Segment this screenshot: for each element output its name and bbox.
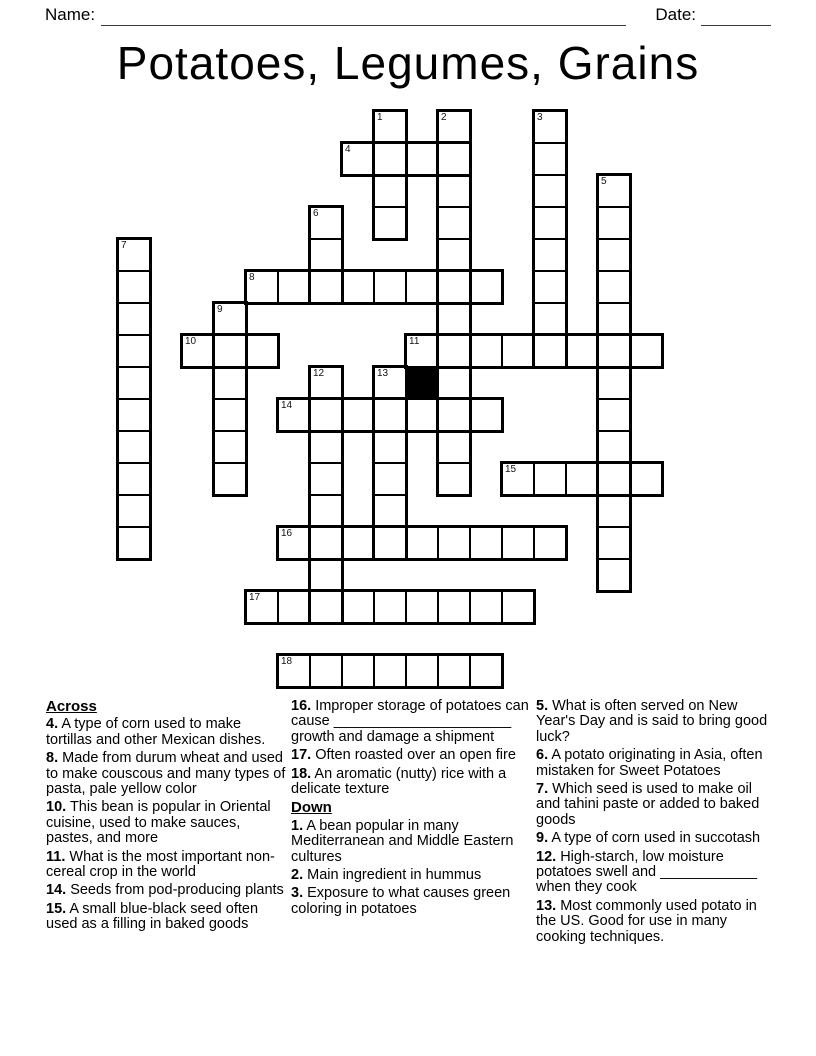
clue-column-3 — [536, 699, 777, 948]
grid-cell[interactable] — [341, 526, 375, 560]
cell-number: 10 — [185, 336, 197, 347]
grid-cell-8[interactable] — [245, 270, 279, 304]
grid-cell-17[interactable] — [245, 590, 279, 624]
grid-cell[interactable] — [565, 334, 599, 368]
grid-cell[interactable] — [533, 462, 567, 496]
grid-cell[interactable] — [245, 334, 279, 368]
grid-cell[interactable] — [469, 654, 503, 688]
cell-number: 4 — [345, 144, 351, 155]
date-input-line[interactable] — [701, 7, 771, 26]
grid-cell[interactable] — [437, 238, 471, 272]
grid-cell[interactable] — [597, 462, 631, 496]
grid-cell[interactable] — [117, 270, 151, 304]
grid-cell-16[interactable] — [277, 526, 311, 560]
grid-cell[interactable] — [533, 174, 567, 208]
puzzle-title: Potatoes, Legumes, Grains — [116, 37, 700, 89]
clue-2: 2. Main ingredient in hummus — [291, 867, 482, 884]
grid-cell[interactable] — [405, 526, 439, 560]
clue-column-1 — [46, 699, 287, 936]
grid-cell[interactable] — [309, 462, 343, 496]
grid-cell[interactable] — [309, 526, 343, 560]
cell-number: 15 — [505, 464, 517, 475]
grid-cell[interactable] — [437, 302, 471, 336]
grid-cell[interactable] — [117, 334, 151, 368]
grid-cell[interactable] — [373, 398, 407, 432]
grid-cell[interactable] — [597, 302, 631, 336]
grid-cell[interactable] — [533, 206, 567, 240]
black-cell — [405, 366, 439, 400]
clue-number: 13. — [536, 897, 557, 914]
grid-cell[interactable] — [437, 462, 471, 496]
grid-cell[interactable] — [309, 590, 343, 624]
grid-cell[interactable] — [437, 430, 471, 464]
grid-cell[interactable] — [629, 462, 663, 496]
clue-1: 1. A bean popular in many Mediterranean and Middle Eastern cultures — [291, 817, 514, 865]
grid-cell[interactable] — [373, 494, 407, 528]
cell-number: 9 — [217, 304, 223, 315]
grid-cell[interactable] — [213, 398, 247, 432]
grid-cell[interactable] — [213, 462, 247, 496]
cell-number: 1 — [377, 112, 383, 123]
grid-cell[interactable] — [405, 654, 439, 688]
clue-12: 12. High-starch, low moisture potatoes swell and ____________ when they cook — [536, 848, 757, 896]
grid-cell[interactable] — [437, 334, 471, 368]
grid-cell[interactable] — [437, 174, 471, 208]
grid-cell-1[interactable] — [373, 110, 407, 144]
grid-cell[interactable] — [533, 302, 567, 336]
grid-cell[interactable] — [117, 302, 151, 336]
clue-number: 5. — [536, 698, 549, 714]
grid-cell[interactable] — [469, 590, 503, 624]
grid-cell[interactable] — [117, 366, 151, 400]
grid-cell[interactable] — [117, 398, 151, 432]
grid-cell[interactable] — [597, 238, 631, 272]
cell-number: 5 — [601, 176, 607, 187]
clue-number: 17. — [291, 747, 312, 764]
clue-number: 8. — [46, 750, 59, 767]
grid-cell[interactable] — [277, 590, 311, 624]
clue-number: 10. — [46, 799, 67, 816]
grid-cell[interactable] — [117, 462, 151, 496]
grid-cell[interactable] — [373, 270, 407, 304]
clue-number: 18. — [291, 765, 312, 782]
grid-cell[interactable] — [277, 270, 311, 304]
cell-number: 11 — [409, 336, 420, 347]
grid-cell[interactable] — [597, 430, 631, 464]
grid-cell[interactable] — [309, 398, 343, 432]
grid-cell[interactable] — [309, 270, 343, 304]
clue-number: 9. — [536, 830, 549, 847]
grid-cell[interactable] — [405, 270, 439, 304]
grid-cell[interactable] — [373, 430, 407, 464]
grid-cell[interactable] — [309, 654, 343, 688]
grid-cell[interactable] — [309, 494, 343, 528]
grid-cell[interactable] — [373, 590, 407, 624]
clue-18: 18. An aromatic (nutty) rice with a delicate texture — [291, 765, 507, 798]
grid-cell[interactable] — [597, 334, 631, 368]
grid-cell-10[interactable] — [181, 334, 215, 368]
grid-cell[interactable] — [501, 590, 535, 624]
clue-number: 14. — [46, 882, 67, 899]
grid-cell-2[interactable] — [437, 110, 471, 144]
grid-cell[interactable] — [437, 142, 471, 176]
grid-cell[interactable] — [117, 526, 151, 560]
grid-cell[interactable] — [373, 526, 407, 560]
grid-cell[interactable] — [597, 494, 631, 528]
grid-cell[interactable] — [341, 398, 375, 432]
cell-number: 17 — [249, 592, 261, 603]
grid-cell-12[interactable] — [309, 366, 343, 400]
clue-11: 11. What is the most important non-cereal crop in the world — [46, 848, 275, 881]
clue-6: 6. A potato originating in Asia, often mistaken for Sweet Potatoes — [536, 747, 763, 779]
grid-cell-9[interactable] — [213, 302, 247, 336]
grid-cell[interactable] — [373, 174, 407, 208]
grid-cell[interactable] — [437, 398, 471, 432]
clue-heading-down: Down — [291, 799, 332, 817]
cell-number: 7 — [121, 240, 127, 251]
clue-3: 3. Exposure to what causes green coloring in potatoes — [291, 885, 511, 917]
clue-8: 8. Made from durum wheat and used to make couscous and many types of pasta, pale yellow color — [46, 750, 286, 798]
header — [45, 5, 771, 26]
grid-cell[interactable] — [501, 526, 535, 560]
grid-cell-15[interactable] — [501, 462, 535, 496]
cell-number: 13 — [377, 368, 389, 379]
clue-number: 1. — [291, 817, 304, 834]
grid-cell-6[interactable] — [309, 206, 343, 240]
grid-cell[interactable] — [373, 142, 407, 176]
grid-cell-5[interactable] — [597, 174, 631, 208]
grid-cell[interactable] — [533, 334, 567, 368]
grid-cell[interactable] — [405, 590, 439, 624]
grid-cell-3[interactable] — [533, 110, 567, 144]
clue-number: 6. — [536, 747, 549, 764]
clue-4: 4. A type of corn used to make tortillas and other Mexican dishes. — [46, 716, 266, 748]
grid-cell[interactable] — [437, 590, 471, 624]
grid-cell[interactable] — [309, 238, 343, 272]
grid-cell[interactable] — [597, 270, 631, 304]
date-label: Date: — [655, 5, 696, 24]
cell-number: 3 — [537, 112, 543, 123]
grid-cell[interactable] — [373, 206, 407, 240]
cell-number: 12 — [313, 368, 325, 379]
grid-cell[interactable] — [469, 334, 503, 368]
grid-cell[interactable] — [213, 430, 247, 464]
grid-cell[interactable] — [373, 654, 407, 688]
clue-13: 13. Most commonly used potato in the US. Good for use in many cooking techniques. — [536, 897, 757, 945]
cell-number: 6 — [313, 208, 319, 219]
clue-number: 4. — [46, 716, 59, 733]
grid-cell[interactable] — [597, 366, 631, 400]
clue-16: 16. Improper storage of potatoes can cause ______________________ growth and damage a shipment — [291, 698, 529, 745]
grid-cell[interactable] — [565, 462, 599, 496]
grid-cell[interactable] — [597, 558, 631, 592]
cell-number: 16 — [281, 528, 293, 539]
clue-7: 7. Which seed is used to make oil and tahini paste or added to baked goods — [536, 781, 760, 828]
grid-cell-7[interactable] — [117, 238, 151, 272]
grid-cell[interactable] — [469, 270, 503, 304]
grid-cell[interactable] — [373, 462, 407, 496]
grid-cell-4[interactable] — [341, 142, 375, 176]
clue-heading-across: Across — [46, 698, 97, 715]
grid-cell[interactable] — [533, 238, 567, 272]
clue-column-2 — [291, 699, 532, 920]
clue-17: 17. Often roasted over an open fire — [291, 747, 516, 764]
clue-number: 11. — [46, 848, 66, 865]
grid-cell[interactable] — [469, 398, 503, 432]
grid-cell[interactable] — [437, 526, 471, 560]
clue-10: 10. This bean is popular in Oriental cuisine, used to make sauces, pastes, and more — [46, 799, 271, 847]
grid-cell[interactable] — [597, 398, 631, 432]
cell-number: 18 — [281, 656, 293, 667]
grid-cell-11[interactable] — [405, 334, 439, 368]
grid-cell[interactable] — [341, 654, 375, 688]
grid-cell-14[interactable] — [277, 398, 311, 432]
clue-9: 9. A type of corn used in succotash — [536, 830, 761, 847]
grid-cell[interactable] — [437, 206, 471, 240]
cell-number: 14 — [281, 400, 293, 411]
cell-number: 2 — [441, 112, 447, 123]
clue-number: 16. — [291, 698, 312, 714]
grid-cell-18[interactable] — [277, 654, 311, 688]
grid-cell[interactable] — [309, 558, 343, 592]
grid-cell[interactable] — [341, 270, 375, 304]
grid-cell[interactable] — [533, 526, 567, 560]
clue-15: 15. A small blue-black seed often used as a filling in baked goods — [46, 900, 259, 933]
grid-cell[interactable] — [117, 430, 151, 464]
grid-cell[interactable] — [437, 270, 471, 304]
clue-5: 5. What is often served on New Year's Day and is said to bring good luck? — [536, 698, 768, 745]
clue-number: 12. — [536, 848, 557, 865]
clue-number: 15. — [46, 900, 67, 917]
grid-cell[interactable] — [405, 398, 439, 432]
grid-cell[interactable] — [469, 526, 503, 560]
cell-number: 8 — [249, 272, 255, 283]
grid-cell[interactable] — [341, 590, 375, 624]
grid-cell[interactable] — [437, 654, 471, 688]
grid-cell[interactable] — [405, 142, 439, 176]
clue-number: 3. — [291, 885, 304, 902]
grid-cell[interactable] — [213, 366, 247, 400]
clue-number: 2. — [291, 867, 304, 884]
name-input-line[interactable] — [101, 7, 626, 26]
grid-cell-13[interactable] — [373, 366, 407, 400]
grid-cell[interactable] — [437, 366, 471, 400]
grid-cell[interactable] — [533, 270, 567, 304]
grid-cell[interactable] — [597, 526, 631, 560]
name-label: Name: — [45, 5, 96, 24]
clue-number: 7. — [536, 781, 549, 798]
grid-cell[interactable] — [213, 334, 247, 368]
grid-cell[interactable] — [117, 494, 151, 528]
grid-cell[interactable] — [597, 206, 631, 240]
grid-cell[interactable] — [501, 334, 535, 368]
grid-cell[interactable] — [629, 334, 663, 368]
grid-cell[interactable] — [533, 142, 567, 176]
grid-cell[interactable] — [309, 430, 343, 464]
clue-14: 14. Seeds from pod-producing plants — [46, 882, 284, 899]
